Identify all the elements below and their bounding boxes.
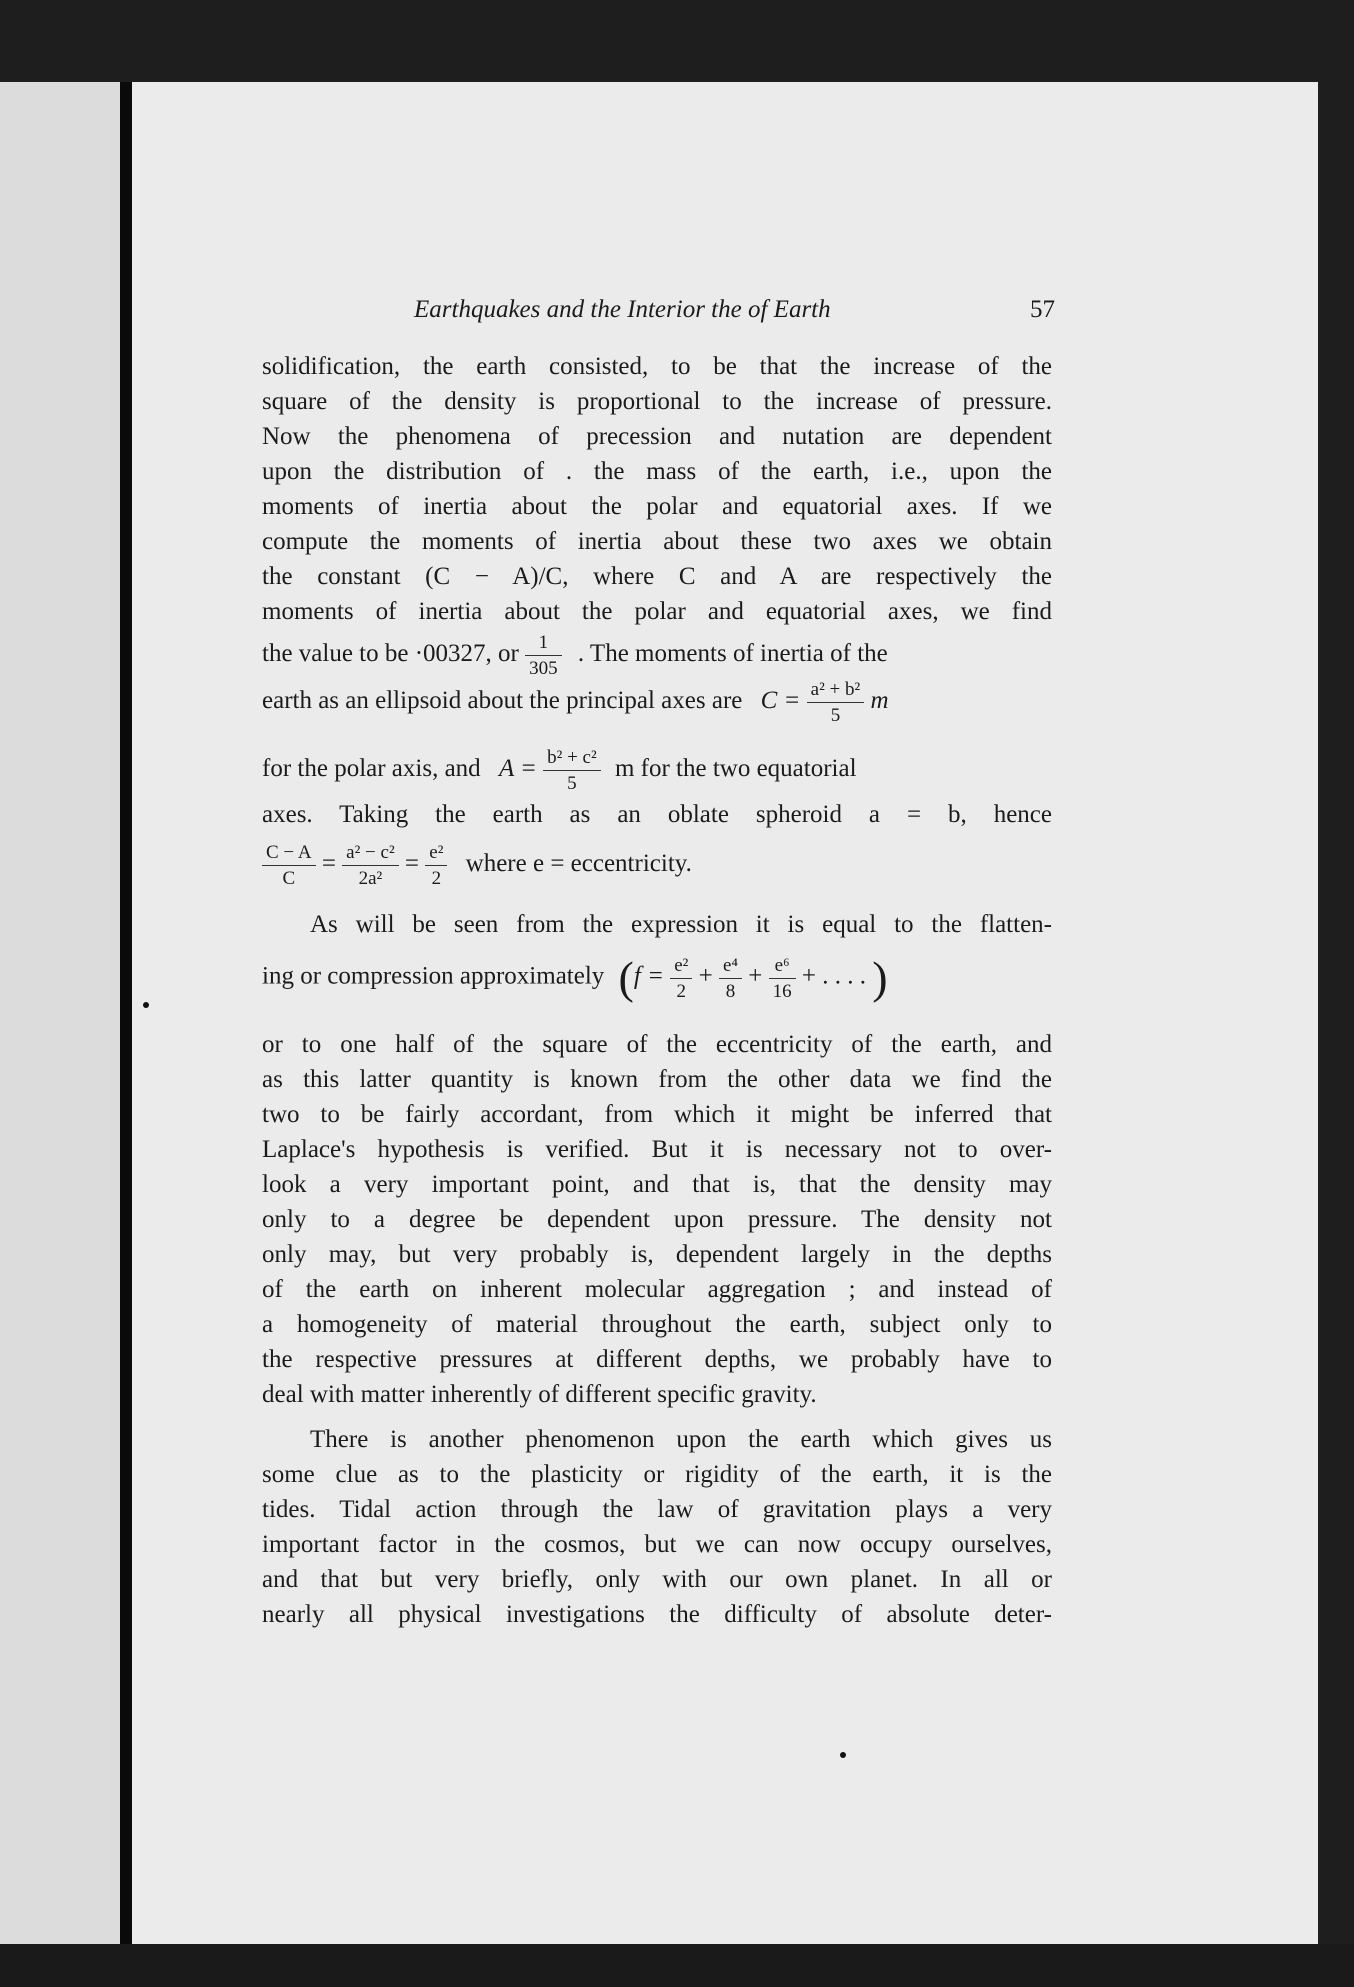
- fraction: $\frac{\text{e²}}{2}$: [425, 843, 447, 888]
- scan-border: [0, 1944, 1354, 1987]
- text-line: nearly all physical investigations the difficulty of absolute deter-: [262, 1601, 1052, 1628]
- equation-line-c: earth as an ellipsoid about the principal axes are C = $\frac{\text{a² + b²}}{5}$ m: [262, 679, 889, 726]
- page-number: 57: [1030, 296, 1055, 323]
- text-line: deal with matter inherently of different specific gravity.: [262, 1381, 817, 1408]
- text-line: Laplace's hypothesis is verified. But it is necessary not to over-: [262, 1136, 1052, 1163]
- fraction: $\frac{\text{e⁶}}{16}$: [769, 956, 796, 1001]
- book-gutter: [120, 82, 132, 1944]
- equation-line-eccentricity: $\frac{C - A}{C}$ = $\frac{\text{a² − c²}}{\text{2a²}}$ = $\frac{\text{e²}}{2}$ where e = eccentricity.: [262, 843, 1052, 888]
- text-line: compute the moments of inertia about these two axes we obtain: [262, 528, 1052, 555]
- text-line: tides. Tidal action through the law of gravitation plays a very: [262, 1496, 1052, 1523]
- text-line: only may, but very probably is, dependent largely in the depths: [262, 1241, 1052, 1268]
- fraction: $\frac{\text{e⁴}}{8}$: [719, 956, 742, 1001]
- text-line: moments of inertia about the polar and equatorial axes. If we: [262, 493, 1052, 520]
- fraction: $\frac{\text{e²}}{2}$: [670, 956, 692, 1001]
- text-line: moments of inertia about the polar and equatorial axes, we find: [262, 598, 1052, 625]
- text-line: only to a degree be dependent upon pressure. The density not: [262, 1206, 1052, 1233]
- text-line: square of the density is proportional to the increase of pressure.: [262, 388, 1052, 415]
- text-line: the respective pressures at different depths, we probably have to: [262, 1346, 1052, 1373]
- fraction: $\frac{\text{a² − c²}}{\text{2a²}}$: [342, 843, 398, 888]
- scan-speck: [143, 1002, 149, 1008]
- equation-line-value: the value to be ·00327, or $\frac{1}{305}$ . The moments of inertia of the: [262, 632, 888, 679]
- text-line: and that but very briefly, only with our own planet. In all or: [262, 1566, 1052, 1593]
- text-line: As will be seen from the expression it is equal to the flatten-: [310, 911, 1052, 938]
- text-line: of the earth on inherent molecular aggregation ; and instead of: [262, 1276, 1052, 1303]
- text-line: the constant (C − A)/C, where C and A are respectively the: [262, 563, 1052, 590]
- text-line: upon the distribution of . the mass of the earth, i.e., upon the: [262, 458, 1052, 485]
- facing-page-edge: [0, 82, 120, 1944]
- fraction: $\frac{\text{b² + c²}}{5}$: [543, 748, 601, 793]
- text-line: solidification, the earth consisted, to be that the increase of the: [262, 353, 1052, 380]
- text-line: two to be fairly accordant, from which it might be inferred that: [262, 1101, 1052, 1128]
- text-line: Now the phenomena of precession and nutation are dependent: [262, 423, 1052, 450]
- text-line: axes. Taking the earth as an oblate spheroid a = b, hence: [262, 801, 1052, 828]
- fraction: $\frac{\text{a² + b²}}{5}$: [807, 680, 865, 725]
- text-line: look a very important point, and that is, that the density may: [262, 1171, 1052, 1198]
- text-line: or to one half of the square of the eccentricity of the earth, and: [262, 1031, 1052, 1058]
- fraction: $\frac{1}{305}$: [525, 633, 562, 678]
- text-line: as this latter quantity is known from the other data we find the: [262, 1066, 1052, 1093]
- text-line: important factor in the cosmos, but we can now occupy ourselves,: [262, 1531, 1052, 1558]
- text-line: a homogeneity of material throughout the earth, subject only to: [262, 1311, 1052, 1338]
- equation-line-a: for the polar axis, and A = $\frac{\text{b² + c²}}{5}$ m for the two equatorial: [262, 747, 857, 794]
- text-line: There is another phenomenon upon the earth which gives us: [310, 1426, 1052, 1453]
- equation-line-flattening: ing or compression approximately (f = $\frac{\text{e²}}{2}$ + $\frac{\text{e⁴}}{8}$ + $\frac{\text{e⁶}}{16}$ + . . . . ): [262, 952, 888, 1003]
- text-line: some clue as to the plasticity or rigidity of the earth, it is the: [262, 1461, 1052, 1488]
- scan-speck: [840, 1752, 846, 1758]
- running-title: Earthquakes and the Interior the of Earth: [414, 296, 831, 323]
- fraction: $\frac{C - A}{C}$: [262, 843, 316, 888]
